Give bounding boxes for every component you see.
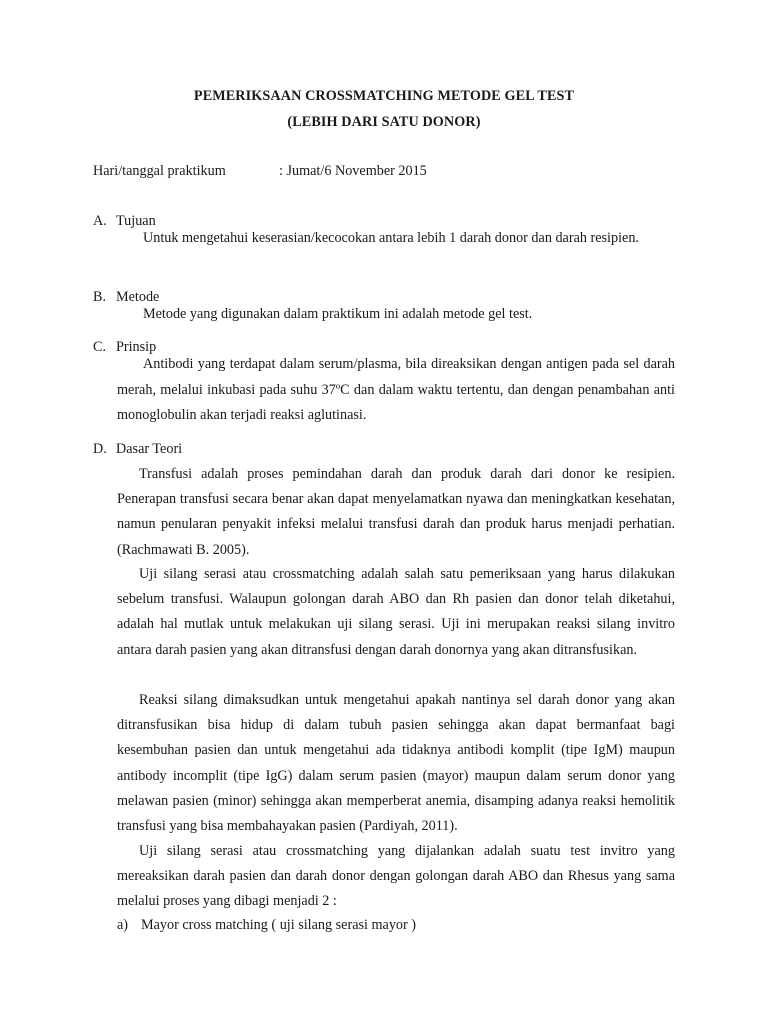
section-a-letter: A.	[93, 213, 107, 229]
section-c-title: Prinsip	[116, 339, 157, 355]
theory-paragraph-1: Transfusi adalah proses pemindahan darah dan produk darah dari donor ke resipien. Penerapan transfusi secara benar akan dapat menyelamatkan nyawa dan meningkatkan kesehatan, namun penularan penyakit infeksi melalui transfusi darah dan produk harus menjadi perhatian. (Rachmawati B. 2005).	[117, 466, 675, 558]
section-d-title: Dasar Teori	[116, 441, 183, 457]
section-a-text: Untuk mengetahui keserasian/kecocokan antara lebih 1 darah donor dan darah resipien.	[143, 230, 639, 246]
section-b-text: Metode yang digunakan dalam praktikum ini adalah metode gel test.	[143, 306, 533, 322]
theory-paragraph-3: Reaksi silang dimaksudkan untuk mengetahui apakah nantinya sel darah donor yang akan ditransfusikan bisa hidup di dalam tubuh pasien sehingga akan dapat bermanfaat bagi kesembuhan pasien dan untuk mengetahui ada tidaknya antibodi komplit (tipe IgM) maupun antibody incomplit (tipe IgG) dalam serum pasien (mayor) maupun dalam serum donor yang melawan pasien (minor) sehingga akan memperberat anemia, disamping adanya reaksi hemolitik transfusi yang bisa membahayakan pasien (Pardiyah, 2011).	[117, 692, 675, 835]
document-title: PEMERIKSAAN CROSSMATCHING METODE GEL TEST	[193, 88, 575, 104]
sub-item-a	[117, 917, 416, 934]
sub-item-a-letter: a)	[117, 917, 129, 933]
practicum-date-label: Hari/tanggal praktikum	[93, 163, 226, 179]
theory-paragraph-4: Uji silang serasi atau crossmatching yang dijalankan adalah suatu test invitro yang mereaksikan darah pasien dan darah donor dengan golongan darah ABO dan Rhesus yang sama melalui proses yang dibagi menjadi 2 :	[117, 843, 675, 910]
sub-item-a-text: Mayor cross matching ( uji silang serasi mayor )	[141, 917, 417, 933]
section-d-letter: D.	[93, 441, 107, 457]
section-b-title: Metode	[116, 289, 160, 305]
section-c-text: Antibodi yang terdapat dalam serum/plasma, bila direaksikan dengan antigen pada sel darah merah, melalui inkubasi pada suhu 37ºC dan dalam waktu tertentu, dan dengan penambahan anti monoglobulin akan terjadi reaksi aglutinasi.	[117, 356, 675, 423]
section-d-heading	[93, 441, 182, 458]
section-c-letter: C.	[93, 339, 107, 355]
section-b-letter: B.	[93, 289, 107, 305]
practicum-date-value: : Jumat/6 November 2015	[279, 163, 427, 179]
document-subtitle: (LEBIH DARI SATU DONOR)	[287, 114, 481, 130]
section-a-title: Tujuan	[116, 213, 156, 229]
practicum-date-row	[93, 163, 693, 183]
theory-paragraph-2: Uji silang serasi atau crossmatching adalah salah satu pemeriksaan yang harus dilakukan sebelum transfusi. Walaupun golongan darah ABO dan Rh pasien dan donor telah diketahui, adalah hal mutlak untuk melakukan uji silang serasi. Uji ini merupakan reaksi silang invitro antara darah pasien yang akan ditransfusi dengan darah donornya yang akan ditransfusikan.	[117, 566, 675, 658]
